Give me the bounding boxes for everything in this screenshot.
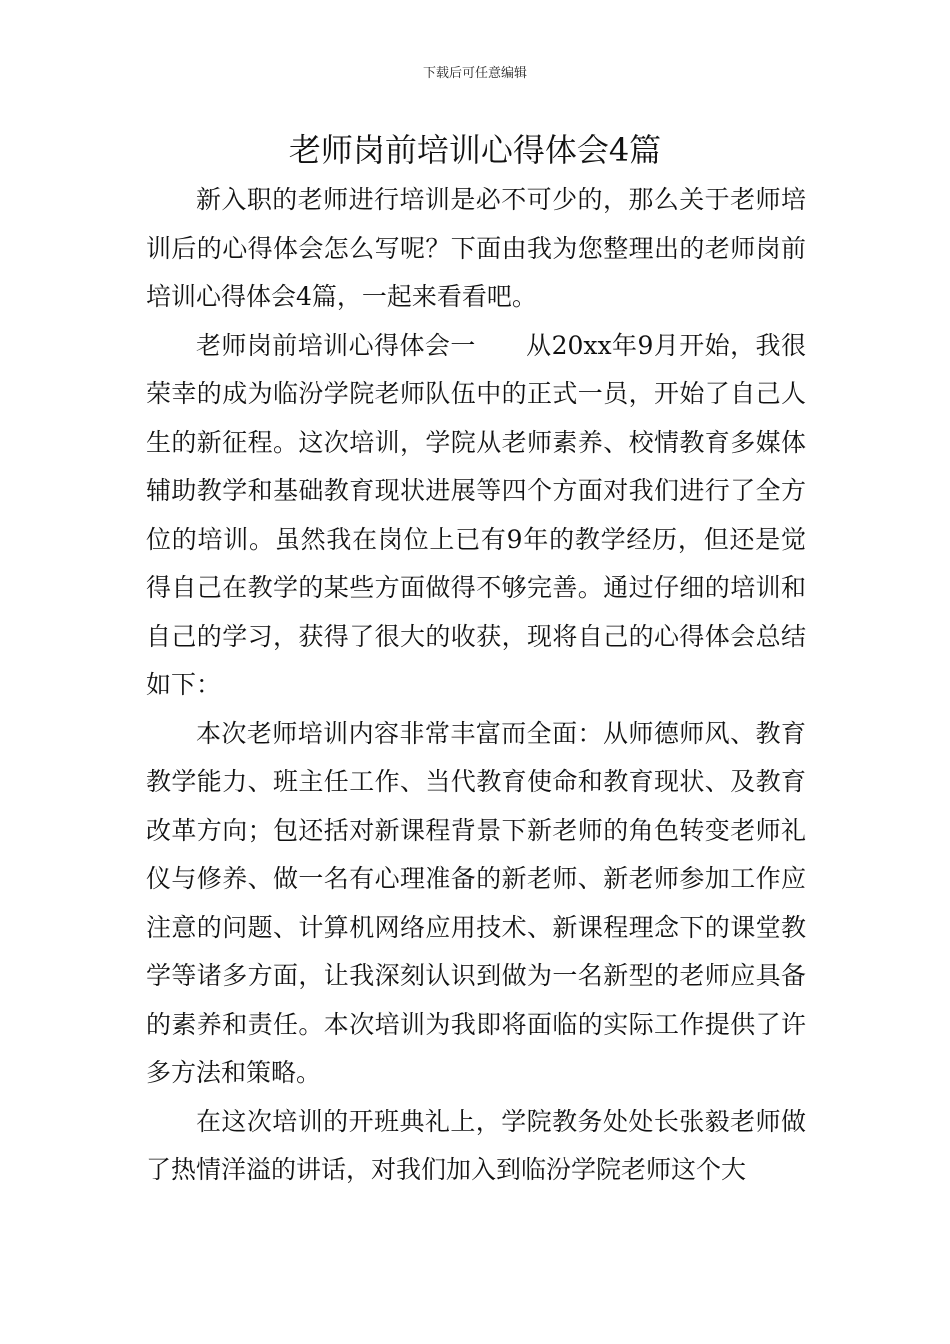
paragraph-training-content: 本次老师培训内容非常丰富而全面：从师德师风、教育教学能力、班主任工作、当代教育使命和教育现状、及教育改革方向；包还括对新课程背景下新老师的角色转变老师礼仪与修养、做一名有心理准备的新老师、新老师参加工作应注意的问题、计算机网络应用技术、新课程理念下的课堂教学等诸多方面，让我深刻认识到做为一名新型的老师应具备的素养和责任。本次培训为我即将面临的实际工作提供了许多方法和策略。 <box>146 718 806 1087</box>
header-note: 下载后可任意编辑 <box>422 66 527 81</box>
document-title: 老师岗前培训心得体会4篇 <box>288 131 662 169</box>
section-one-body: 从20xx年9月开始，我很荣幸的成为临汾学院老师队伍中的正式一员，开始了自己人生的新征程。这次培训，学院从老师素养、校情教育多媒体辅助教学和基础教育现状进展等四个方面对我们进行了全方位的培训。虽然我在岗位上已有9年的教学经历，但还是觉得自己在教学的某些方面做得不够完善。通过仔细的培训和自己的学习，获得了很大的收获，现将自己的心得体会总结如下： <box>146 330 806 699</box>
section-one-heading: 老师岗前培训心得体会一 <box>196 330 476 360</box>
document-body <box>146 176 806 1195</box>
paragraph-intro: 新入职的老师进行培训是必不可少的，那么关于老师培训后的心得体会怎么写呢？下面由我为您整理出的老师岗前培训心得体会4篇，一起来看看吧。 <box>146 185 806 311</box>
paragraph-section-one <box>146 322 806 710</box>
paragraph-opening-ceremony: 在这次培训的开班典礼上，学院教务处处长张毅老师做了热情洋溢的讲话，对我们加入到临汾学院老师这个大 <box>146 1106 806 1184</box>
